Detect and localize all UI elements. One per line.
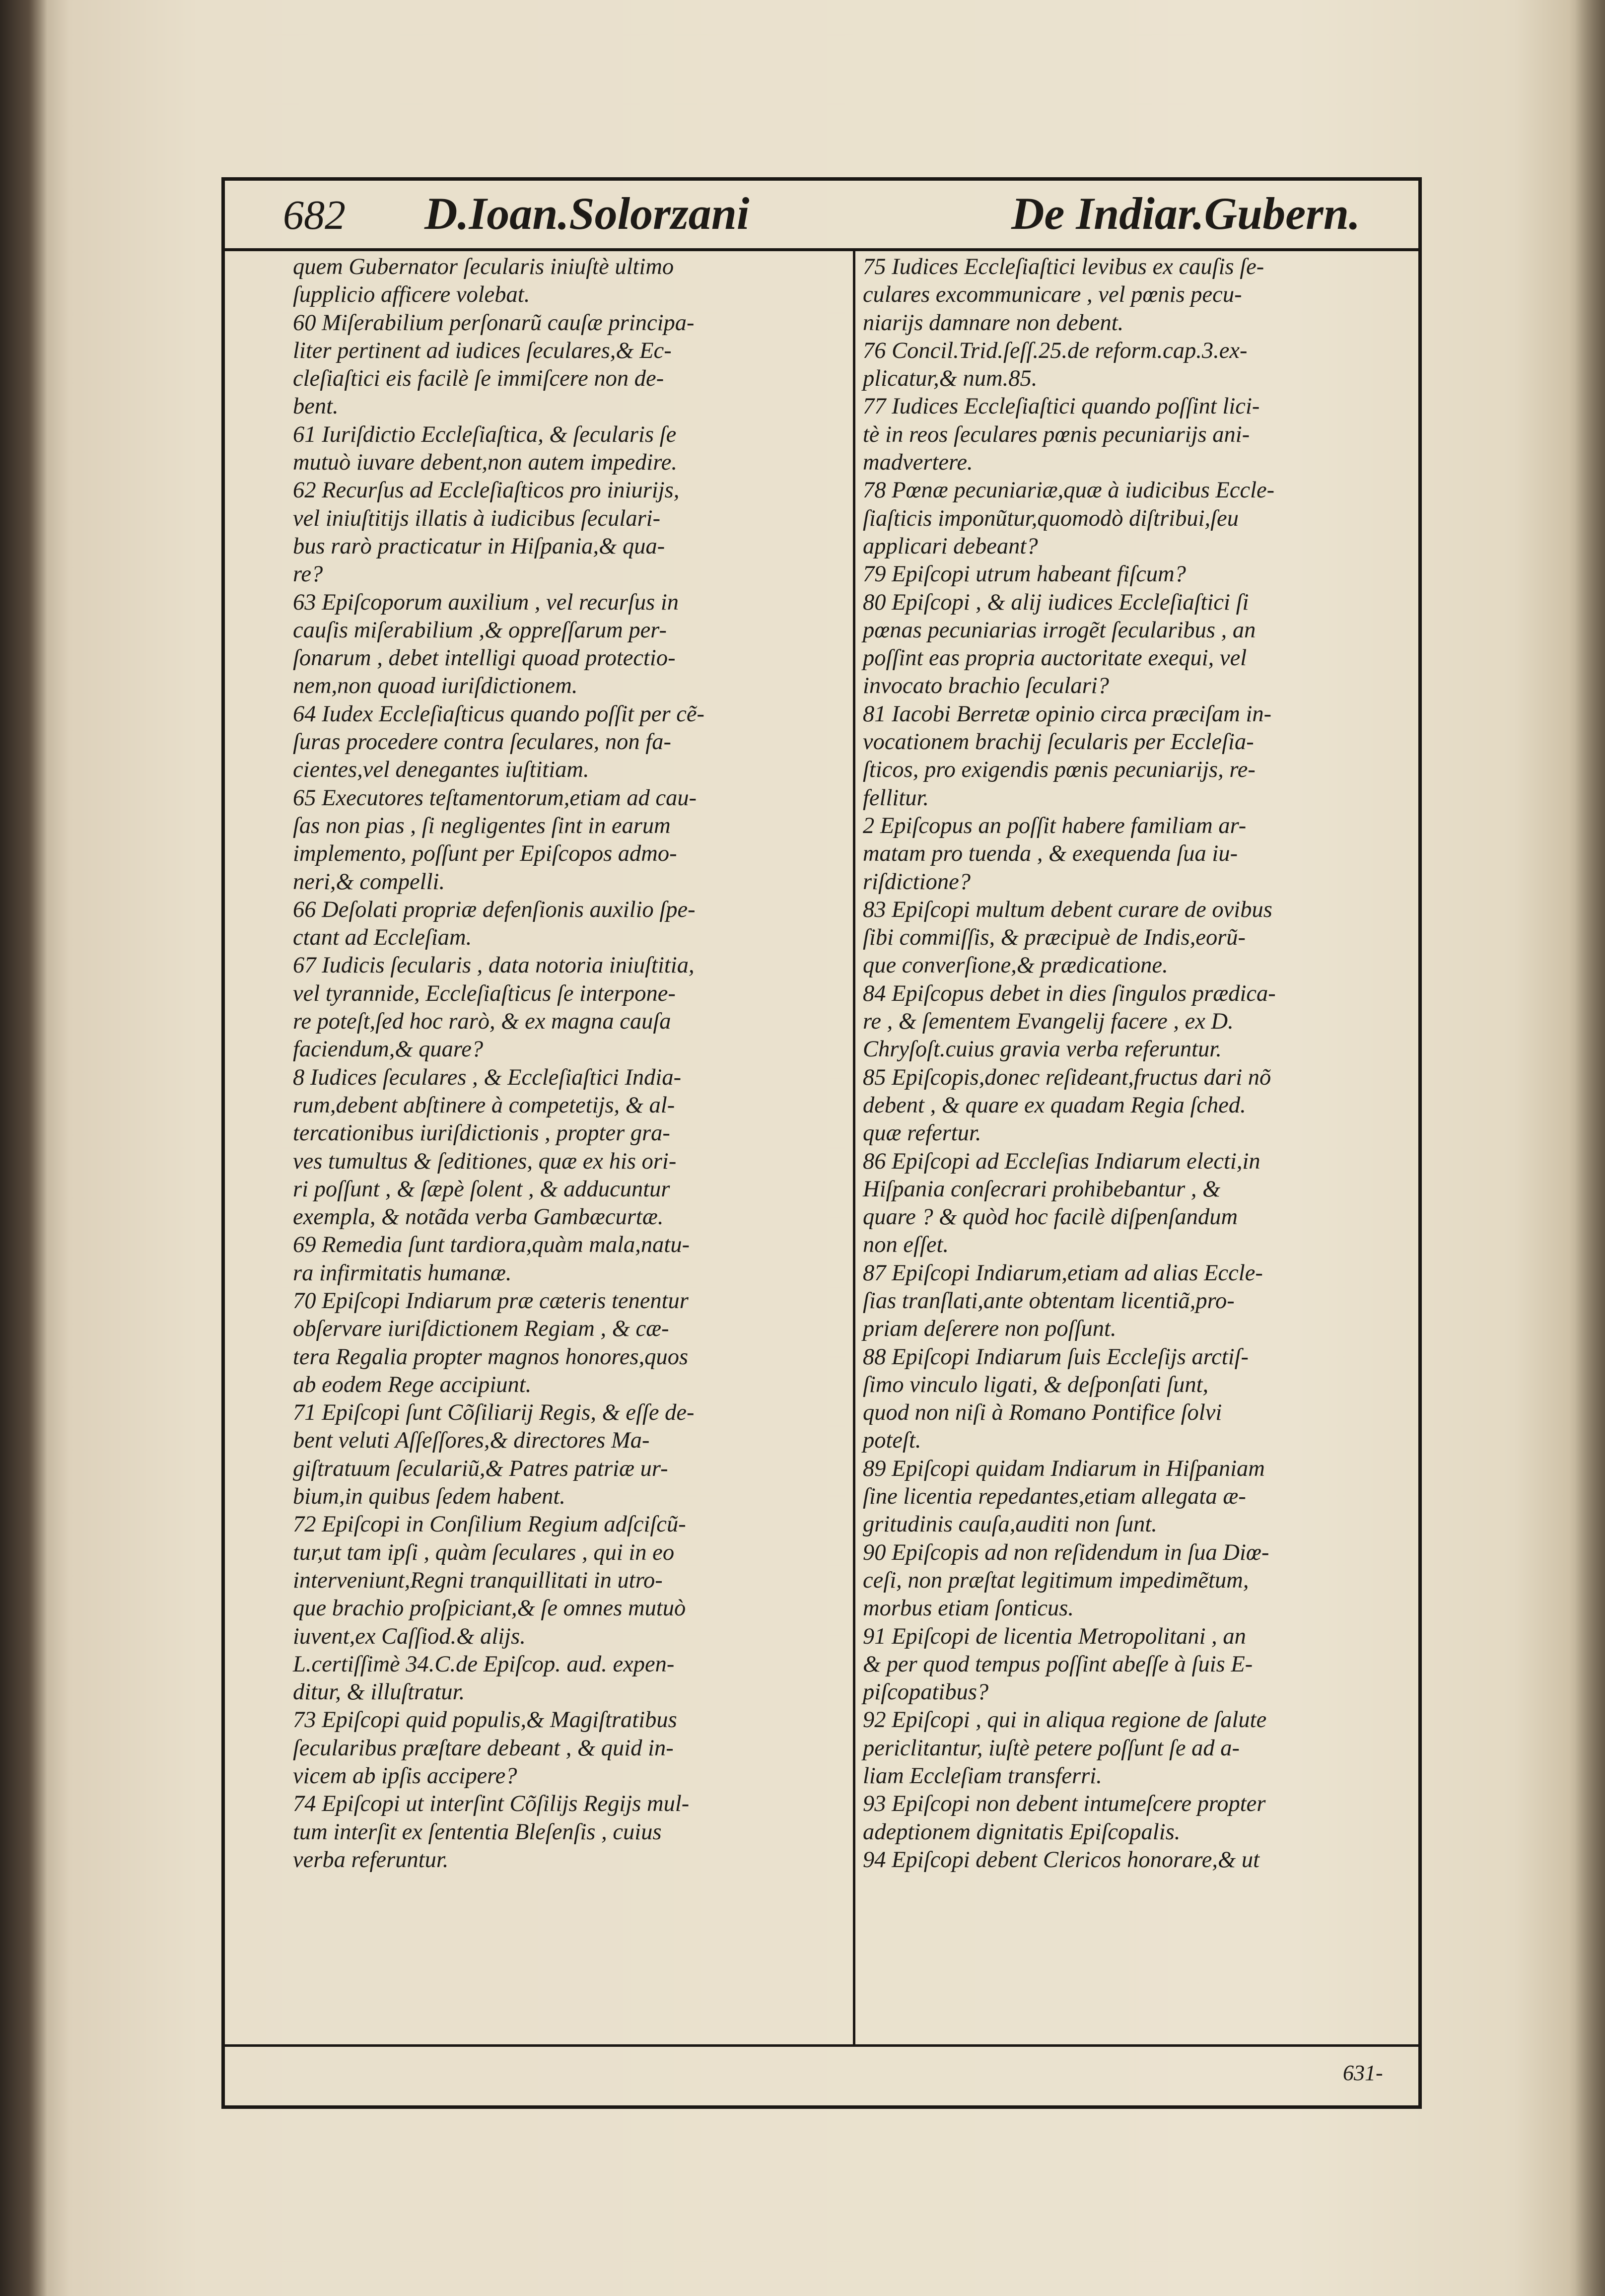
index-entry-line: adeptionem dignitatis Epiſcopalis. bbox=[863, 1819, 1181, 1845]
index-entry-line: mutuò iuvare debent,non autem impedire. bbox=[293, 450, 677, 476]
index-entry-line: ri poſſunt , & ſæpè ſolent , & adducuntur bbox=[293, 1176, 670, 1202]
index-entry-line: ſiaſticis imponũtur,quomodò diſtribui,ſeu bbox=[863, 505, 1239, 531]
index-entry-line: 69 Remedia ſunt tardiora,quàm mala,natu- bbox=[293, 1232, 690, 1258]
index-entry-line: liam Eccleſiam transferri. bbox=[863, 1763, 1102, 1789]
index-entry-line: invocato brachio ſeculari? bbox=[863, 673, 1109, 699]
index-entry-line: 85 Epiſcopis,donec reſideant,fructus dari nõ bbox=[863, 1064, 1271, 1090]
index-entry-line: piſcopatibus? bbox=[863, 1679, 989, 1705]
index-entry-line: priam deſerere non poſſunt. bbox=[863, 1316, 1117, 1342]
index-entry-line: 81 Iacobi Berretæ opinio circa præciſam in- bbox=[863, 701, 1272, 727]
index-entry-line: applicari debeant? bbox=[863, 533, 1038, 559]
index-entry-line: 73 Epiſcopi quid populis,& Magiſtratibus bbox=[293, 1707, 677, 1733]
index-entry-line: Hiſpania conſecrari prohibebantur , & bbox=[863, 1176, 1221, 1202]
page-edge-shadow bbox=[1575, 0, 1605, 2296]
index-entry-line: 74 Epiſcopi ut interſint Cõſilijs Regijs mul- bbox=[293, 1791, 690, 1817]
index-entry-line: ſine licentia repedantes,etiam allegata æ- bbox=[863, 1484, 1246, 1510]
index-entry-line: neri,& compelli. bbox=[293, 869, 445, 895]
index-entry-line: 70 Epiſcopi Indiarum præ cæteris tenentur bbox=[293, 1288, 689, 1314]
index-column-left bbox=[293, 253, 834, 2040]
index-entry-line: cleſiaſtici eis facilè ſe immiſcere non de- bbox=[293, 366, 664, 392]
index-entry-line: giſtratuum ſeculariũ,& Patres patriæ ur- bbox=[293, 1456, 668, 1481]
index-entry-line: ſticos, pro exigendis pœnis pecuniarijs, re- bbox=[863, 757, 1256, 783]
index-entry-line: 89 Epiſcopi quidam Indiarum in Hiſpaniam bbox=[863, 1456, 1265, 1481]
index-entry-line: tercationibus iuriſdictionis , propter gra- bbox=[293, 1120, 670, 1146]
index-entry-line: fellitur. bbox=[863, 785, 929, 811]
index-entry-line: ſias tranſlati,ante obtentam licentiã,pro- bbox=[863, 1288, 1235, 1314]
index-entry-line: vocationem brachij ſecularis per Eccleſia- bbox=[863, 729, 1254, 755]
index-entry-line: 71 Epiſcopi ſunt Cõſiliarij Regis, & eſſe de- bbox=[293, 1400, 695, 1426]
index-entry-line: tum interſit ex ſententia Bleſenſis , cuius bbox=[293, 1819, 662, 1845]
index-entry-line: re? bbox=[293, 561, 323, 587]
index-entry-line: tur,ut tam ipſi , quàm ſeculares , qui in eo bbox=[293, 1539, 675, 1565]
index-entry-line: 80 Epiſcopi , & alij iudices Eccleſiaſtici ſi bbox=[863, 589, 1249, 615]
index-column-right bbox=[863, 253, 1409, 2040]
index-entry-line: 8 Iudices ſeculares , & Eccleſiaſtici India- bbox=[293, 1064, 682, 1090]
index-entry-line: 92 Epiſcopi , qui in aliqua regione de ſalute bbox=[863, 1707, 1267, 1733]
header-rule bbox=[221, 248, 1422, 251]
index-entry-line: vel iniuſtitijs illatis à iudicibus ſeculari- bbox=[293, 505, 661, 531]
index-entry-line: quem Gubernator ſecularis iniuſtè ultimo bbox=[293, 254, 674, 279]
index-entry-line: madvertere. bbox=[863, 450, 973, 476]
index-entry-line: 72 Epiſcopi in Conſilium Regium adſciſcũ- bbox=[293, 1512, 686, 1537]
index-entry-line: 75 Iudices Eccleſiaſtici levibus ex cauſis ſe- bbox=[863, 254, 1264, 279]
index-entry-line: liter pertinent ad iudices ſeculares,& Ec- bbox=[293, 338, 672, 363]
index-entry-line: tera Regalia propter magnos honores,quos bbox=[293, 1344, 689, 1370]
index-entry-line: re , & ſementem Evangelij facere , ex D. bbox=[863, 1009, 1234, 1035]
index-entry-line: 83 Epiſcopi multum debent curare de ovibus bbox=[863, 897, 1272, 922]
book-spine-shadow bbox=[0, 0, 47, 2296]
index-entry-line: poteſt. bbox=[863, 1428, 921, 1454]
index-entry-line: plicatur,& num.85. bbox=[863, 366, 1038, 392]
index-entry-line: gritudinis cauſa,auditi non ſunt. bbox=[863, 1512, 1157, 1537]
index-entry-line: culares excommunicare , vel pœnis pecu- bbox=[863, 282, 1242, 308]
index-entry-line: 87 Epiſcopi Indiarum,etiam ad alias Eccle- bbox=[863, 1260, 1263, 1286]
index-entry-line: 84 Epiſcopus debet in dies ſingulos prædica- bbox=[863, 980, 1276, 1006]
index-entry-line: poſſint eas propria auctoritate exequi, vel bbox=[863, 645, 1247, 671]
index-entry-line: 62 Recurſus ad Eccleſiaſticos pro iniurijs, bbox=[293, 478, 680, 503]
index-entry-line: quare ? & quòd hoc facilè diſpenſandum bbox=[863, 1204, 1238, 1230]
catchword: 631- bbox=[1343, 2061, 1383, 2085]
index-entry-line: non eſſet. bbox=[863, 1232, 949, 1258]
index-entry-line: 2 Epiſcopus an poſſit habere familiam ar- bbox=[863, 813, 1247, 838]
index-entry-line: pœnas pecuniarias irrogẽt ſecularibus , an bbox=[863, 617, 1256, 643]
index-entry-line: rum,debent abſtinere à competetijs, & al- bbox=[293, 1092, 675, 1118]
index-entry-line: cientes,vel denegantes iuſtitiam. bbox=[293, 757, 589, 783]
index-entry-line: interveniunt,Regni tranquillitati in utro- bbox=[293, 1567, 663, 1593]
index-entry-line: 64 Iudex Eccleſiaſticus quando poſſit per cẽ- bbox=[293, 701, 705, 727]
index-entry-line: ra infirmitatis humanæ. bbox=[293, 1260, 512, 1286]
index-entry-line: ſibi commiſſis, & præcipuè de Indis,eorũ- bbox=[863, 925, 1246, 951]
index-entry-line: riſdictione? bbox=[863, 869, 971, 895]
index-entry-line: tè in reos ſeculares pœnis pecuniarijs ani- bbox=[863, 421, 1250, 447]
index-entry-line: que brachio proſpiciant,& ſe omnes mutuò bbox=[293, 1596, 686, 1621]
index-entry-line: ſecularibus præſtare debeant , & quid in- bbox=[293, 1735, 674, 1761]
column-divider bbox=[853, 251, 855, 2044]
index-entry-line: faciendum,& quare? bbox=[293, 1037, 484, 1062]
index-entry-line: quod non niſi à Romano Pontifice ſolvi bbox=[863, 1400, 1222, 1426]
index-entry-line: bent veluti Aſſeſſores,& directores Ma- bbox=[293, 1428, 650, 1454]
index-entry-line: que converſione,& prædicatione. bbox=[863, 953, 1168, 978]
index-entry-line: vicem ab ipſis accipere? bbox=[293, 1763, 517, 1789]
index-entry-line: 67 Iudicis ſecularis , data notoria iniuſtitia, bbox=[293, 953, 695, 978]
index-entry-line: bium,in quibus ſedem habent. bbox=[293, 1484, 565, 1510]
running-author: D.Ioan.Solorzani bbox=[424, 188, 750, 239]
index-entry-line: 86 Epiſcopi ad Eccleſias Indiarum electi,in bbox=[863, 1148, 1260, 1174]
index-entry-line: vel tyrannide, Eccleſiaſticus ſe interpone- bbox=[293, 980, 676, 1006]
index-entry-line: matam pro tuenda , & exequenda ſua iu- bbox=[863, 841, 1238, 867]
index-entry-line: 66 Deſolati propriæ defenſionis auxilio ſpe- bbox=[293, 897, 696, 922]
index-entry-line: 76 Concil.Trid.ſeſſ.25.de reform.cap.3.ex- bbox=[863, 338, 1248, 363]
index-entry-line: 88 Epiſcopi Indiarum ſuis Eccleſijs arctiſ- bbox=[863, 1344, 1249, 1370]
index-entry-line: & per quod tempus poſſint abeſſe à ſuis E- bbox=[863, 1651, 1253, 1677]
index-entry-line: morbus etiam ſonticus. bbox=[863, 1596, 1074, 1621]
index-entry-line: obſervare iuriſdictionem Regiam , & cæ- bbox=[293, 1316, 669, 1342]
index-entry-line: periclitantur, iuſtè petere poſſunt ſe ad a- bbox=[863, 1735, 1240, 1761]
index-entry-line: nem,non quoad iuriſdictionem. bbox=[293, 673, 578, 699]
index-entry-line: ditur, & illuſtratur. bbox=[293, 1679, 465, 1705]
index-entry-line: Chryſoſt.cuius gravia verba referuntur. bbox=[863, 1037, 1222, 1062]
index-entry-line: bent. bbox=[293, 394, 339, 419]
running-header bbox=[253, 181, 1395, 246]
index-entry-line: iuvent,ex Caſſiod.& alijs. bbox=[293, 1623, 526, 1649]
index-entry-line: exempla, & notãda verba Gambæcurtæ. bbox=[293, 1204, 664, 1230]
index-entry-line: bus rarò practicatur in Hiſpania,& qua- bbox=[293, 533, 665, 559]
running-title: De Indiar.Gubern. bbox=[1011, 188, 1360, 239]
index-entry-line: 94 Epiſcopi debent Clericos honorare,& ut bbox=[863, 1847, 1260, 1873]
index-entry-line: niarijs damnare non debent. bbox=[863, 310, 1124, 336]
index-entry-line: 78 Pœnæ pecuniariæ,quæ à iudicibus Eccle- bbox=[863, 478, 1275, 503]
index-entry-line: 77 Iudices Eccleſiaſtici quando poſſint lici- bbox=[863, 394, 1260, 419]
index-entry-line: 60 Miſerabilium perſonarũ cauſæ principa- bbox=[293, 310, 695, 336]
index-entry-line: L.certiſſimè 34.C.de Epiſcop. aud. expen- bbox=[293, 1651, 675, 1677]
index-entry-line: ves tumultus & ſeditiones, quæ ex his ori- bbox=[293, 1148, 677, 1174]
index-entry-line: ſimo vinculo ligati, & deſponſati ſunt, bbox=[863, 1372, 1209, 1397]
index-entry-line: ſas non pias , ſi negligentes ſint in earum bbox=[293, 813, 671, 838]
index-entry-line: implemento, poſſunt per Epiſcopos admo- bbox=[293, 841, 677, 867]
index-entry-line: ab eodem Rege accipiunt. bbox=[293, 1372, 532, 1397]
index-entry-line: 79 Epiſcopi utrum habeant fiſcum? bbox=[863, 561, 1186, 587]
index-entry-line: 93 Epiſcopi non debent intumeſcere propter bbox=[863, 1791, 1266, 1817]
index-entry-line: 63 Epiſcoporum auxilium , vel recurſus in bbox=[293, 589, 679, 615]
index-entry-line: 90 Epiſcopis ad non reſidendum in ſua Diœ- bbox=[863, 1539, 1269, 1565]
index-entry-line: 91 Epiſcopi de licentia Metropolitani , an bbox=[863, 1623, 1246, 1649]
index-entry-line: quæ refertur. bbox=[863, 1120, 981, 1146]
index-entry-line: verba referuntur. bbox=[293, 1847, 449, 1873]
index-entry-line: ctant ad Eccleſiam. bbox=[293, 925, 472, 951]
bottom-rule bbox=[221, 2044, 1422, 2047]
index-entry-line: ſonarum , debet intelligi quoad protectio- bbox=[293, 645, 676, 671]
index-entry-line: re poteſt,ſed hoc rarò, & ex magna cauſa bbox=[293, 1009, 671, 1035]
index-entry-line: ſuras procedere contra ſeculares, non fa- bbox=[293, 729, 671, 755]
index-entry-line: debent , & quare ex quadam Regia ſched. bbox=[863, 1092, 1246, 1118]
index-entry-line: ſupplicio afficere volebat. bbox=[293, 282, 530, 308]
index-entry-line: cauſis miſerabilium ,& oppreſſarum per- bbox=[293, 617, 667, 643]
page-number: 682 bbox=[283, 192, 346, 238]
index-entry-line: 61 Iuriſdictio Eccleſiaſtica, & ſecularis ſe bbox=[293, 421, 677, 447]
index-entry-line: 65 Executores teſtamentorum,etiam ad cau- bbox=[293, 785, 697, 811]
index-entry-line: ceſi, non præſtat legitimum impedimẽtum, bbox=[863, 1567, 1249, 1593]
